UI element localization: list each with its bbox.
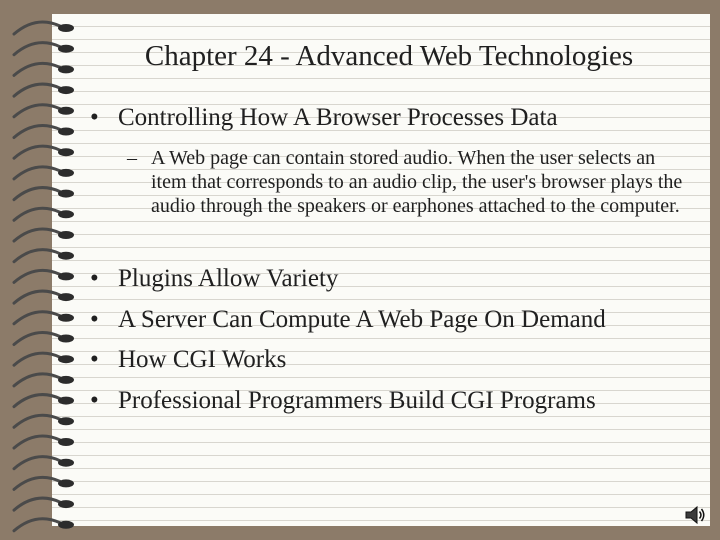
bullet-glyph: • xyxy=(90,346,99,373)
bullet-item-2 xyxy=(90,265,338,293)
bullet-glyph: • xyxy=(90,104,99,131)
slide-title: Chapter 24 - Advanced Web Technologies xyxy=(144,40,634,72)
bullet-item-5 xyxy=(90,387,596,415)
sub-bullet-glyph: – xyxy=(127,147,137,169)
bullet-item-4 xyxy=(90,346,286,374)
bullet-text: How CGI Works xyxy=(118,346,287,373)
spiral-binding-icon xyxy=(0,0,80,540)
bullet-glyph: • xyxy=(90,306,99,333)
bullet-item-3 xyxy=(90,306,606,334)
speaker-icon[interactable] xyxy=(683,503,707,527)
bullet-glyph: • xyxy=(90,265,99,292)
sub-bullet-text: A Web page can contain stored audio. When the user selects an item that corresponds to an audio clip, the user's browser plays the audio through the speakers or earphones attached to the computer. xyxy=(151,147,683,217)
bullet-text: Controlling How A Browser Processes Data xyxy=(118,104,558,131)
bullet-glyph: • xyxy=(90,387,99,414)
sub-bullet-item xyxy=(127,146,687,218)
bullet-text: Professional Programmers Build CGI Programs xyxy=(118,387,596,414)
bullet-text: A Server Can Compute A Web Page On Demand xyxy=(118,306,606,333)
bullet-text: Plugins Allow Variety xyxy=(118,265,339,292)
bullet-item-1 xyxy=(90,104,558,132)
